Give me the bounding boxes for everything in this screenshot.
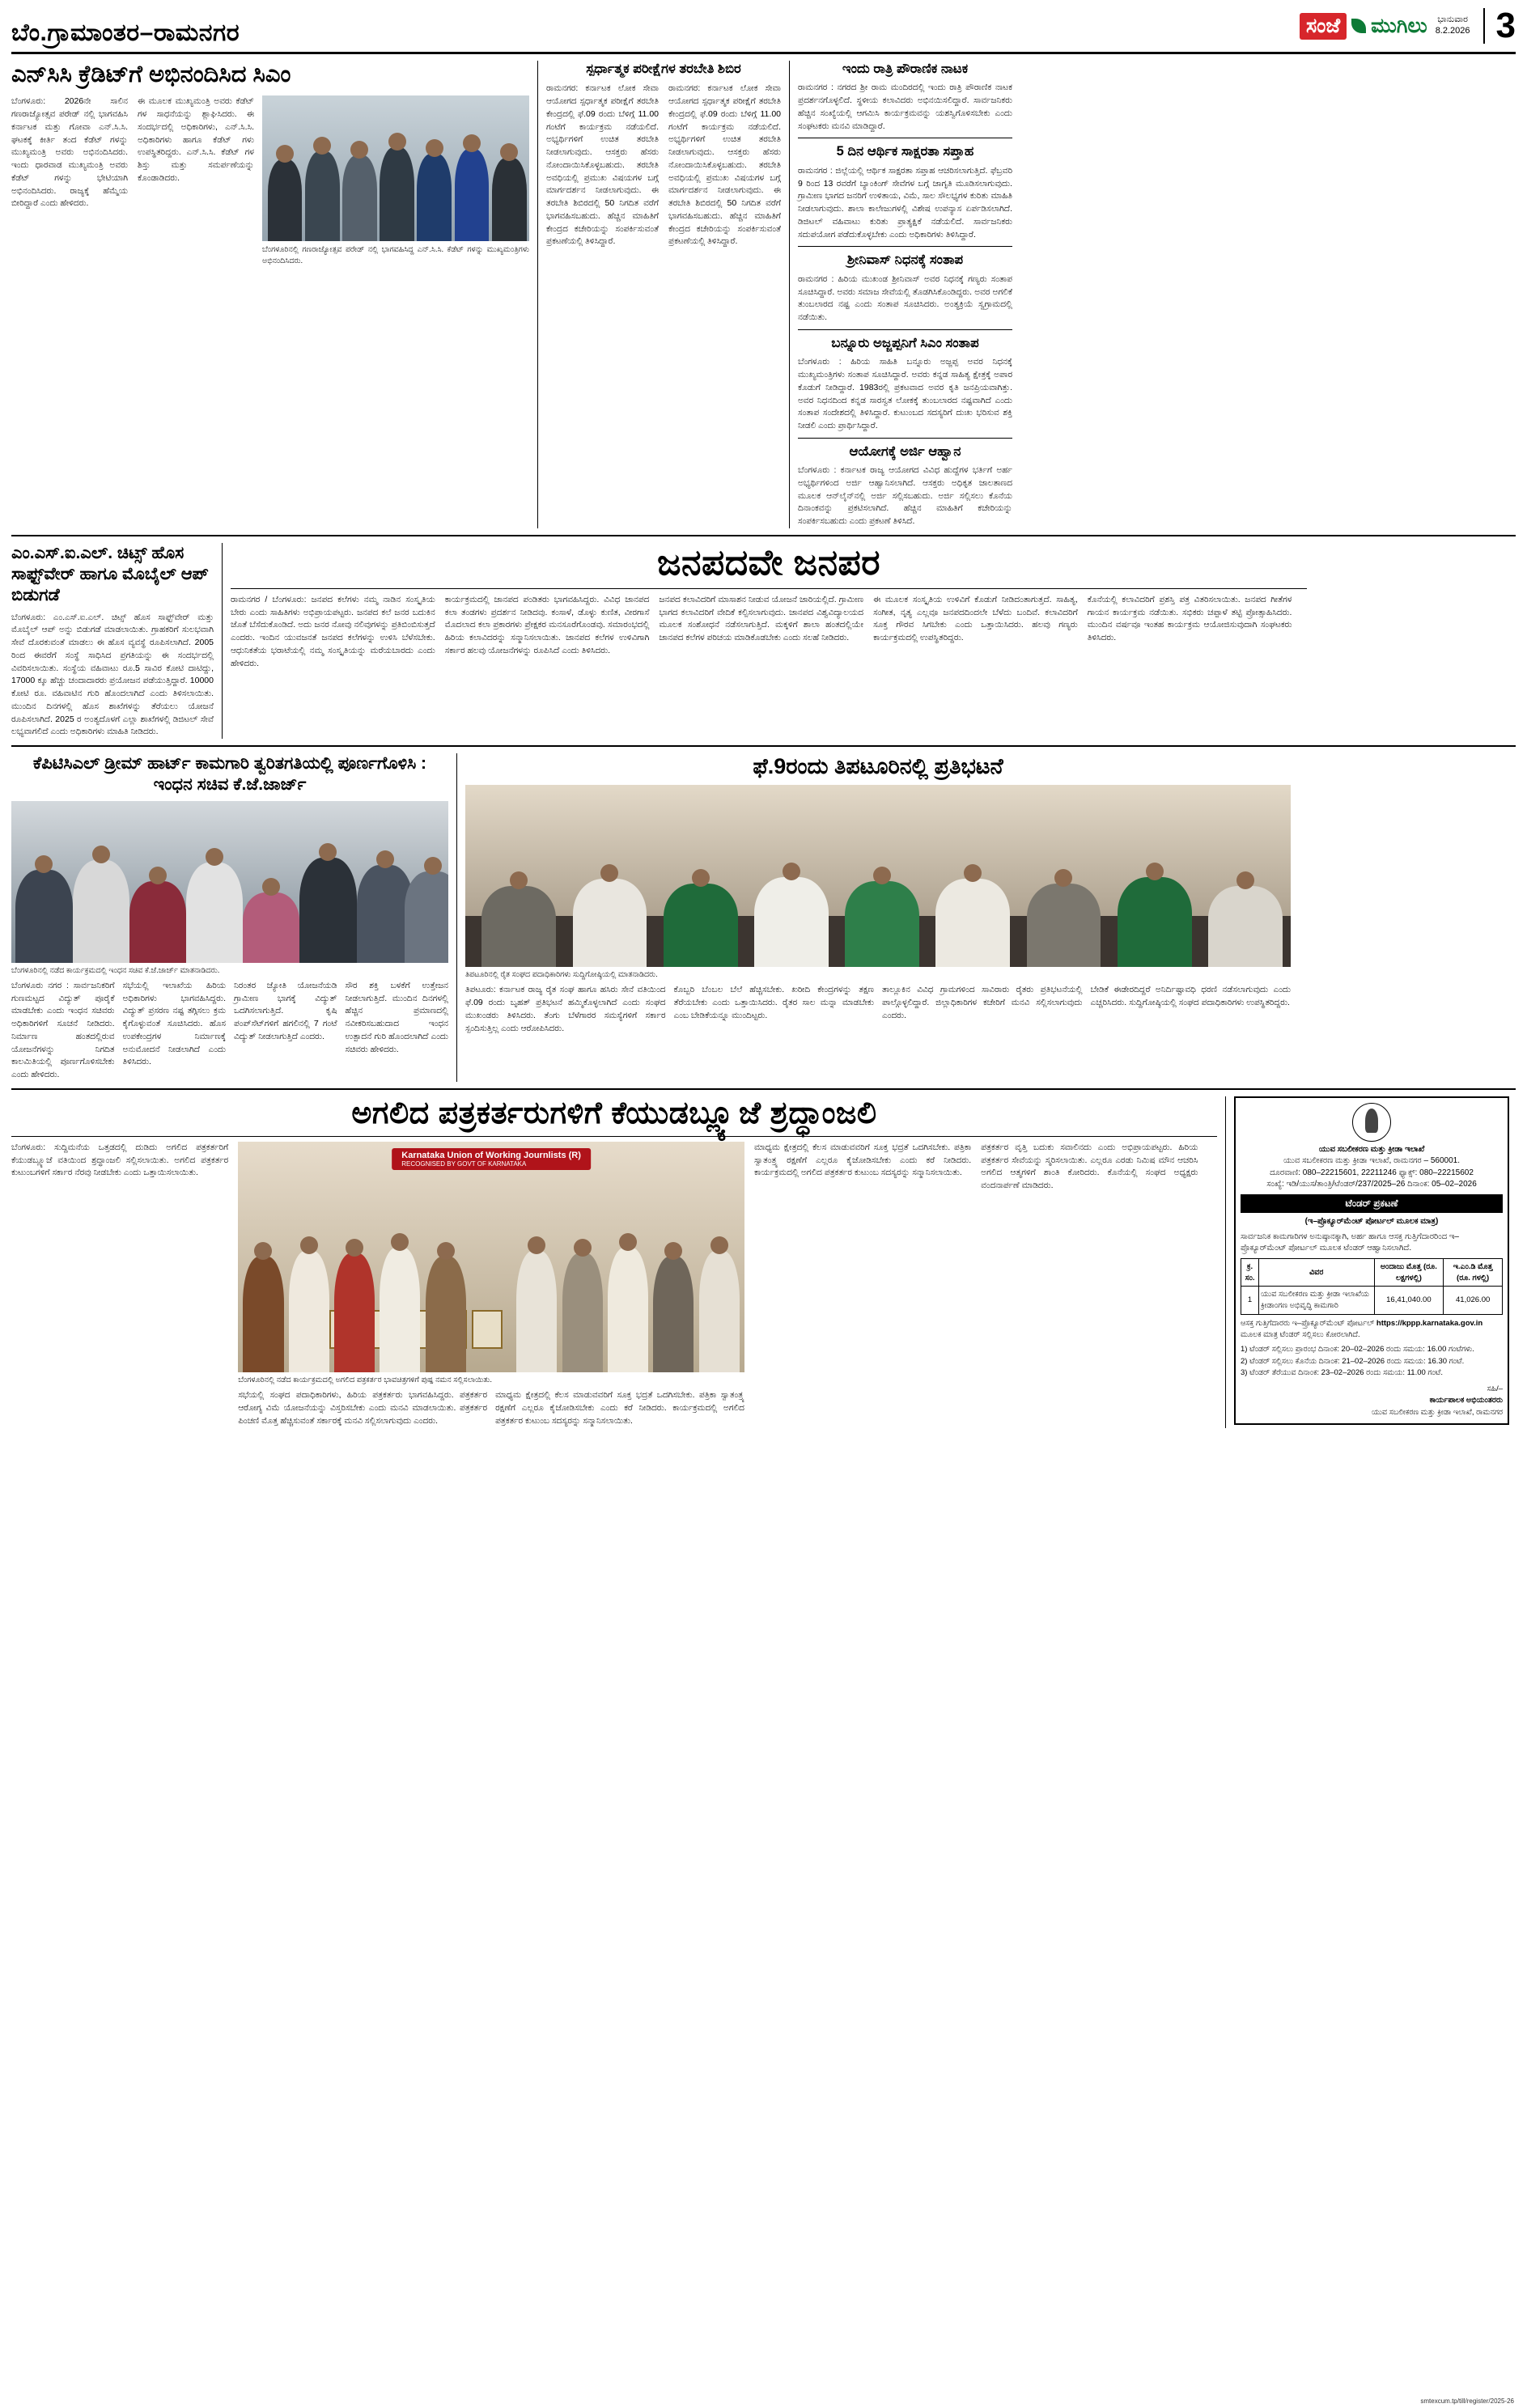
story-ncc-body: ಬೆಂಗಳೂರು: 2026ನೇ ಸಾಲಿನ ಗಣರಾಜ್ಯೋತ್ಸವ ಪರೇಡ್ ನಲ್ಲಿ ಭಾಗವಹಿಸಿ ಕರ್ನಾಟಕ ಮತ್ತು ಗೋವಾ ಎನ್.ಸಿ.ಸಿ. ಘಟಕಕ್ಕೆ ಕೀರ್ತಿ ತಂದ ಕೆಡೆಟ್ ಗಳನ್ನು ಮುಖ್ಯಮಂತ್ರಿ ಅವರು ಅಭಿನಂದಿಸಿದರು. ಇಂದು ಧಾರವಾಡ ಮುಖ್ಯಮಂತ್ರಿ ಅವರು ಕೆಡೆಟ್ ಗಳನ್ನು ಭೇಟಿಯಾಗಿ ಅಭಿನಂದಿಸಿದರು. ರಾಜ್ಯಕ್ಕೆ ಹೆಮ್ಮೆಯ ಬೀರಿದ್ದಾರೆ ಎಂದು ಹೇಳಿದರು. ಈ ಮೂಲಕ ಮುಖ್ಯಮಂತ್ರಿ ಅವರು ಕೆಡೆಟ್ ಗಳ ಸಾಧನೆಯನ್ನು ಶ್ಲಾಘಿಸಿದರು. ಈ ಸಂದರ್ಭದಲ್ಲಿ ಅಧಿಕಾರಿಗಳು, ಎನ್.ಸಿ.ಸಿ. ಅಧಿಕಾರಿಗಳು ಹಾಗೂ ಕೆಡೆಟ್ ಗಳು ಉಪಸ್ಥಿತರಿದ್ದರು. ಎನ್.ಸಿ.ಸಿ. ಕೆಡೆಟ್ ಗಳ ಶಿಸ್ತು ಮತ್ತು ಸಮರ್ಪಣೆಯನ್ನು ಕೊಂಡಾಡಿದರು. <box>11 96 254 209</box>
masthead <box>11 8 1516 54</box>
tender-note-3: 3) ಟೆಂಡರ್ ತೆರೆಯುವ ದಿನಾಂಕ: 23–02–2026 ರಂದು ಸಮಯ: 11.00 ಗಂಟೆ. <box>1241 1367 1444 1377</box>
tender-cell-amount: 16,41,040.00 <box>1374 1287 1444 1315</box>
tender-advertisement <box>1234 1096 1509 1428</box>
story-journalists-c2b: ಸಭೆಯಲ್ಲಿ ಸಂಘದ ಪದಾಧಿಕಾರಿಗಳು, ಹಿರಿಯ ಪತ್ರಕರ್ತರು ಭಾಗವಹಿಸಿದ್ದರು. ಪತ್ರಕರ್ತರ ಆರೋಗ್ಯ ವಿಮೆ ಯೋಜನೆಯನ್ನು ವಿಸ್ತರಿಸಬೇಕು ಎಂದು ಮನವಿ ಮಾಡಲಾಯಿತು. ಪತ್ರಕರ್ತರ ಪಿಂಚಣಿ ಮೊತ್ತ ಹೆಚ್ಚಿಸುವಂತೆ ಸರ್ಕಾರಕ್ಕೆ ಮನವಿ ಸಲ್ಲಿಸಲಾಗುವುದು ಎಂದರು. <box>238 1390 488 1426</box>
right-item5-body: ಬೆಂಗಳೂರು : ಕರ್ನಾಟಕ ರಾಜ್ಯ ಆಯೋಗದ ವಿವಿಧ ಹುದ್ದೆಗಳ ಭರ್ತಿಗೆ ಅರ್ಹ ಅಭ್ಯರ್ಥಿಗಳಿಂದ ಅರ್ಜಿ ಆಹ್ವಾನಿಸಲಾಗಿದೆ. ಆಸಕ್ತರು ಅಧಿಕೃತ ಜಾಲತಾಣದ ಮೂಲಕ ಆನ್‌ಲೈನ್‌ನಲ್ಲಿ ಅರ್ಜಿ ಸಲ್ಲಿಸಬಹುದು. ಅರ್ಜಿ ಸಲ್ಲಿಸಲು ಕೊನೆಯ ದಿನಾಂಕವನ್ನು ಪ್ರಕಟಿಸಲಾಗಿದೆ. ಹೆಚ್ಚಿನ ಮಾಹಿತಿಗೆ ಕಚೇರಿಯನ್ನು ಸಂಪರ್ಕಿಸಬಹುದು ಎಂದು ಪ್ರಕಟಣೆ ತಿಳಿಸಿದೆ. <box>798 465 1012 527</box>
tender-notes <box>1241 1344 1503 1379</box>
tender-col-sl: ಕ್ರ. ಸಂ. <box>1241 1258 1259 1287</box>
tender-table-header <box>1241 1258 1503 1287</box>
bottom-band <box>11 1096 1516 1428</box>
tender-ref: ಸಂಖ್ಯೆ: ಇಡಿ/ಯುಸ/ತಾಂತ್ರಿ/ಟೆಂಡರ್/237/2025–26 ದಿನಾಂಕ: 05–02–2026 <box>1266 1180 1477 1189</box>
table-row <box>1241 1287 1503 1315</box>
right-item1-body: ರಾಮನಗರ : ನಗರದ ಶ್ರೀ ರಾಮ ಮಂದಿರದಲ್ಲಿ ಇಂದು ರಾತ್ರಿ ಪೌರಾಣಿಕ ನಾಟಕ ಪ್ರದರ್ಶನಗೊಳ್ಳಲಿದೆ. ಸ್ಥಳೀಯ ಕಲಾವಿದರು ಅಭಿನಯಿಸಲಿದ್ದಾರೆ. ಸಾರ್ವಜನಿಕರು ಹೆಚ್ಚಿನ ಸಂಖ್ಯೆಯಲ್ಲಿ ಆಗಮಿಸಿ ಕಾರ್ಯಕ್ರಮವನ್ನು ಯಶಸ್ವಿಗೊಳಿಸಬೇಕು ಎಂದು ಸಂಘಟಕರು ಮನವಿ ಮಾಡಿದ್ದಾರೆ. <box>798 83 1012 131</box>
story-protest-headline: ಫೆ.9ರಂದು ತಿಪಟೂರಿನಲ್ಲಿ ಪ್ರತಿಭಟನೆ <box>753 754 1003 779</box>
right-item3-headline: ಶ್ರೀನಿವಾಸ್ ನಿಧನಕ್ಕೆ ಸಂತಾಪ <box>846 252 964 268</box>
story-journalists-caption: ಬೆಂಗಳೂರಿನಲ್ಲಿ ನಡೆದ ಕಾರ್ಯಕ್ರಮದಲ್ಲಿ ಅಗಲಿದ ಪತ್ರಕರ್ತರ ಭಾವಚಿತ್ರಗಳಿಗೆ ಪುಷ್ಪ ನಮನ ಸಲ್ಲಿಸಲಾಯಿತು. <box>238 1375 492 1384</box>
edition-title: ಬೆಂ.ಗ್ರಾಮಾಂತರ–ರಾಮನಗರ <box>11 19 240 46</box>
tender-intro: ಸಾರ್ವಜನಿಕ ಕಾಮಗಾರಿಗಳ ಅನುಷ್ಠಾನಕ್ಕಾಗಿ, ಅರ್ಹ ಹಾಗೂ ಆಸಕ್ತ ಗುತ್ತಿಗೆದಾರರಿಂದ ಇ–ಪ್ರೊಕ್ಯೂರ್‌ಮೆಂಟ್ ಪೋರ್ಟಲ್ ಮೂಲಕ ಟೆಂಡರ್ ಆಹ್ವಾನಿಸಲಾಗಿದೆ. <box>1241 1232 1459 1253</box>
right-item3-body: ರಾಮನಗರ : ಹಿರಿಯ ಮುಖಂಡ ಶ್ರೀನಿವಾಸ್ ಅವರ ನಿಧನಕ್ಕೆ ಗಣ್ಯರು ಸಂತಾಪ ಸೂಚಿಸಿದ್ದಾರೆ. ಅವರು ಸಮಾಜ ಸೇವೆಯಲ್ಲಿ ತೊಡಗಿಸಿಕೊಂಡಿದ್ದರು. ಅವರ ಅಗಲಿಕೆ ತುಂಬಲಾರದ ನಷ್ಟ ಎಂದು ಸಂತಾಪ ಸೂಚಿಸಿದರು. ಅಂತ್ಯಕ್ರಿಯೆ ಸ್ವಗ್ರಾಮದಲ್ಲಿ ನಡೆಯಿತು. <box>798 273 1012 323</box>
story-exam-body: ರಾಮನಗರ: ಕರ್ನಾಟಕ ಲೋಕ ಸೇವಾ ಆಯೋಗದ ಸ್ಪರ್ಧಾತ್ಮಕ ಪರೀಕ್ಷೆಗೆ ತರಬೇತಿ ಕೇಂದ್ರದಲ್ಲಿ ಫೆ.09 ರಂದು ಬೆಳಿಗ್ಗೆ 11.00 ಗಂಟೆಗೆ ಕಾರ್ಯಕ್ರಮ ನಡೆಯಲಿದೆ. ಅಭ್ಯರ್ಥಿಗಳಿಗೆ ಉಚಿತ ತರಬೇತಿ ನೀಡಲಾಗುವುದು. ಆಸಕ್ತರು ಹೆಸರು ನೋಂದಾಯಿಸಿಕೊಳ್ಳಬಹುದು. ತರಬೇತಿ ಅವಧಿಯಲ್ಲಿ ಪ್ರಮುಖ ವಿಷಯಗಳ ಬಗ್ಗೆ ಮಾರ್ಗದರ್ಶನ ನೀಡಲಾಗುವುದು. ಈ ತರಬೇತಿ ಶಿಬಿರದಲ್ಲಿ 50 ನಿಗದಿತ ವರೆಗೆ ಭಾಗವಹಿಸಬಹುದು. ಹೆಚ್ಚಿನ ಮಾಹಿತಿಗೆ ಕೇಂದ್ರದ ಕಚೇರಿಯನ್ನು ಸಂಪರ್ಕಿಸುವಂತೆ ಪ್ರಕಟಣೆಯಲ್ಲಿ ತಿಳಿಸಿದ್ದಾರೆ. ರಾಮನಗರ: ಕರ್ನಾಟಕ ಲೋಕ ಸೇವಾ ಆಯೋಗದ ಸ್ಪರ್ಧಾತ್ಮಕ ಪರೀಕ್ಷೆಗೆ ತರಬೇತಿ ಕೇಂದ್ರದಲ್ಲಿ ಫೆ.09 ರಂದು ಬೆಳಿಗ್ಗೆ 11.00 ಗಂಟೆಗೆ ಕಾರ್ಯಕ್ರಮ ನಡೆಯಲಿದೆ. ಅಭ್ಯರ್ಥಿಗಳಿಗೆ ಉಚಿತ ತರಬೇತಿ ನೀಡಲಾಗುವುದು. ಆಸಕ್ತರು ಹೆಸರು ನೋಂದಾಯಿಸಿಕೊಳ್ಳಬಹುದು. ತರಬೇತಿ ಅವಧಿಯಲ್ಲಿ ಪ್ರಮುಖ ವಿಷಯಗಳ ಬಗ್ಗೆ ಮಾರ್ಗದರ್ಶನ ನೀಡಲಾಗುವುದು. ಈ ತರಬೇತಿ ಶಿಬಿರದಲ್ಲಿ 50 ನಿಗದಿತ ವರೆಗೆ ಭಾಗವಹಿಸಬಹುದು. ಹೆಚ್ಚಿನ ಮಾಹಿತಿಗೆ ಕೇಂದ್ರದ ಕಚೇರಿಯನ್ನು ಸಂಪರ್ಕಿಸುವಂತೆ ಪ್ರಕಟಣೆಯಲ್ಲಿ ತಿಳಿಸಿದ್ದಾರೆ. <box>546 83 781 247</box>
story-ncc-photo <box>262 95 529 241</box>
tender-cell-sl: 1 <box>1241 1287 1259 1315</box>
right-item4-headline: ಬನ್ನೂರು ಅಜ್ಜಪ್ಪನಿಗೆ ಸಿಎಂ ಸಂತಾಪ <box>831 335 979 350</box>
story-janapada-headline: ಜನಪದವೇ ಜನಪರ <box>656 542 881 583</box>
story-journalists-headline: ಅಗಲಿದ ಪತ್ರಕರ್ತರುಗಳಿಗೆ ಕೆಯುಡಬ್ಲ್ಯೂಜೆ ಶ್ರದ್ಧಾಂಜಲಿ <box>351 1096 877 1130</box>
tender-col-amount: ಅಂದಾಜು ಮೊತ್ತ (ರೂ. ಲಕ್ಷಗಳಲ್ಲಿ) <box>1374 1258 1444 1287</box>
logo-red-text: ಸಂಜೆ <box>1300 13 1347 40</box>
story-journalists-photo <box>238 1142 744 1372</box>
tender-note-1: 1) ಟೆಂಡರ್ ಸಲ್ಲಿಸಲು ಪ್ರಾರಂಭ ದಿನಾಂಕ: 20–02–2026 ರಂದು ಸಮಯ: 16.00 ಗಂಟೆಗಳು. <box>1241 1345 1474 1354</box>
government-emblem-icon <box>1352 1103 1391 1142</box>
story-exam-headline: ಸ್ಪರ್ಧಾತ್ಮಕ ಪರೀಕ್ಷೆಗಳ ತರಬೇತಿ ಶಿಬಿರ <box>586 61 741 76</box>
story-journalists <box>11 1096 1217 1428</box>
tender-phone: ದೂರವಾಣಿ: 080–22215601, 22211246 ಫ್ಯಾಕ್ಸ್: 080–22215602 <box>1270 1168 1474 1177</box>
janapada-band <box>11 543 1516 739</box>
story-msil-body: ಬೆಂಗಳೂರು: ಎಂ.ಎಸ್.ಐ.ಎಲ್. ಚಿಟ್ಸ್‌ ಹೊಸ ಸಾಫ್ಟ್‌ವೇರ್ ಮತ್ತು ಮೊಬೈಲ್ ಆಪ್ ಅನ್ನು ಬಿಡುಗಡೆ ಮಾಡಲಾಯಿತು. ಗ್ರಾಹಕರಿಗೆ ಸುಲಭವಾಗಿ ಸೇವೆ ದೊರಕುವಂತೆ ಮಾಡಲು ಈ ಹೊಸ ವ್ಯವಸ್ಥೆ ರೂಪಿಸಲಾಗಿದೆ. 2005 ರಿಂದ ಈವರೆಗೆ ಸಂಸ್ಥೆ ಸಾಧಿಸಿದ ಪ್ರಗತಿಯನ್ನು ಈ ಸಂದರ್ಭದಲ್ಲಿ ವಿವರಿಸಲಾಯಿತು. ಸಂಸ್ಥೆಯ ವಹಿವಾಟು ರೂ.5 ಸಾವಿರ ಕೋಟಿ ದಾಟಿದ್ದು, 17000 ಕ್ಕೂ ಹೆಚ್ಚು ಚಂದಾದಾರರು ಪ್ರಯೋಜನ ಪಡೆಯುತ್ತಿದ್ದಾರೆ. 10000 ಕೋಟಿ ರೂ. ವಹಿವಾಟಿನ ಗುರಿ ಹೊಂದಲಾಗಿದೆ ಎಂದು ತಿಳಿಸಲಾಯಿತು. ಮುಂದಿನ ದಿನಗಳಲ್ಲಿ ಹೊಸ ಶಾಖೆಗಳನ್ನು ತೆರೆಯಲು ಯೋಜನೆ ರೂಪಿಸಲಾಗಿದೆ. 2025 ರ ಅಂತ್ಯದೊಳಗೆ ಎಲ್ಲಾ ಶಾಖೆಗಳಲ್ಲಿ ಡಿಜಿಟಲ್ ಸೇವೆ ಲಭ್ಯವಾಗಲಿದೆ ಎಂದು ಅಧಿಕಾರಿಗಳು ಮಾಹಿತಿ ನೀಡಿದರು. <box>11 612 214 737</box>
right-item2-body: ರಾಮನಗರ : ಜಿಲ್ಲೆಯಲ್ಲಿ ಆರ್ಥಿಕ ಸಾಕ್ಷರತಾ ಸಪ್ತಾಹ ಆಚರಿಸಲಾಗುತ್ತಿದೆ. ಫೆಬ್ರವರಿ 9 ರಿಂದ 13 ರವರೆಗೆ ಬ್ಯಾಂಕಿಂಗ್ ಸೇವೆಗಳ ಬಗ್ಗೆ ಜಾಗೃತಿ ಮೂಡಿಸಲಾಗುವುದು. ಗ್ರಾಮೀಣ ಭಾಗದ ಜನರಿಗೆ ಉಳಿತಾಯ, ವಿಮೆ, ಸಾಲ ಸೌಲಭ್ಯಗಳ ಕುರಿತು ಮಾಹಿತಿ ನೀಡಲಾಗುವುದು. ಶಾಲಾ ಕಾಲೇಜುಗಳಲ್ಲಿ ವಿಶೇಷ ಉಪನ್ಯಾಸ ಏರ್ಪಡಿಸಲಾಗಿದೆ. ಡಿಜಿಟಲ್ ವಹಿವಾಟು ಕುರಿತು ಪ್ರಾತ್ಯಕ್ಷಿಕೆ ನಡೆಯಲಿದೆ. ಸಾರ್ವಜನಿಕರು ಸದುಪಯೋಗ ಪಡೆದುಕೊಳ್ಳಬೇಕು ಎಂದು ಅಧಿಕಾರಿಗಳು ತಿಳಿಸಿದ್ದಾರೆ. <box>798 165 1012 240</box>
edition-day: ಭಾನುವಾರ <box>1437 15 1468 25</box>
tender-office: ಯುವ ಸಬಲೀಕರಣ ಮತ್ತು ಕ್ರೀಡಾ ಇಲಾಖೆ, ರಾಮನಗರ – 560001. <box>1283 1156 1460 1166</box>
tender-cell-emd: 41,026.00 <box>1444 1287 1503 1315</box>
masthead-right <box>1300 8 1516 44</box>
tender-note-2: 2) ಟೆಂಡರ್ ಸಲ್ಲಿಸಲು ಕೊನೆಯ ದಿನಾಂಕ: 21–02–2026 ರಂದು ಸಮಯ: 16.30 ಗಂಟೆ. <box>1241 1356 1465 1366</box>
story-msil-headline: ಎಂ.ಎಸ್.ಐ.ಎಲ್. ಚಿಟ್ಸ್‌ ಹೊಸ ಸಾಫ್ಟ್‌ವೇರ್ ಹಾಗೂ ಮೊಬೈಲ್ ಆಪ್ ಬಿಡುಗಡೆ <box>11 543 209 605</box>
edition-date: 8.2.2026 <box>1435 26 1470 36</box>
right-column <box>798 61 1012 528</box>
story-protest-caption: ತಿಪಟೂರಿನಲ್ಲಿ ರೈತ ಸಂಘದ ಪದಾಧಿಕಾರಿಗಳು ಸುದ್ದಿಗೋಷ್ಠಿಯಲ್ಲಿ ಮಾತನಾಡಿದರು. <box>465 970 658 980</box>
print-credit: smtexcum.tp/till/register/2025-26 <box>1420 2397 1514 2405</box>
tender-org: ಯುವ ಸಬಲೀಕರಣ ಮತ್ತು ಕ್ರೀಡಾ ಇಲಾಖೆ <box>1318 1144 1425 1154</box>
edition-info <box>1436 15 1470 37</box>
leaf-icon <box>1351 19 1366 33</box>
right-item5-headline: ಆಯೋಗಕ್ಕೆ ಅರ್ಜಿ ಆಹ್ವಾನ <box>849 443 961 459</box>
tender-cell-desc: ಯುವ ಸಬಲೀಕರಣ ಮತ್ತು ಕ್ರೀಡಾ ಇಲಾಖೆಯ ಕ್ರೀಡಾಂಗಣ ಅಭಿವೃದ್ಧಿ ಕಾಮಗಾರಿ <box>1259 1287 1374 1315</box>
page-number: 3 <box>1483 8 1516 44</box>
story-msil <box>11 543 214 739</box>
story-journalists-c3b: ಮಾಧ್ಯಮ ಕ್ಷೇತ್ರದಲ್ಲಿ ಕೆಲಸ ಮಾಡುವವರಿಗೆ ಸೂಕ್ತ ಭದ್ರತೆ ಒದಗಿಸಬೇಕು. ಪತ್ರಿಕಾ ಸ್ವಾತಂತ್ರ್ಯ ರಕ್ಷಣೆಗೆ ಎಲ್ಲರೂ ಕೈಜೋಡಿಸಬೇಕು ಎಂದು ಕರೆ ನೀಡಿದರು. ಕಾರ್ಯಕ್ರಮದಲ್ಲಿ ಅಗಲಿದ ಪತ್ರಕರ್ತರ ಕುಟುಂಬ ಸದಸ್ಯರನ್ನು ಸನ್ಮಾನಿಸಲಾಯಿತು. <box>495 1390 744 1426</box>
tender-subtitle: (ಇ–ಪ್ರೊಕ್ಯೂರ್‌ಮೆಂಟ್ ಪೋರ್ಟಲ್ ಮೂಲಕ ಮಾತ್ರ) <box>1304 1217 1439 1227</box>
story-journalists-c1: ಬೆಂಗಳೂರು: ಸುದ್ದಿಮನೆಯ ಒತ್ತಡದಲ್ಲಿ ದುಡಿದು ಅಗಲಿದ ಪತ್ರಕರ್ತರಿಗೆ ಕೆಯುಡಬ್ಲ್ಯೂಜೆ ವತಿಯಿಂದ ಶ್ರದ್ಧಾಂಜಲಿ ಸಲ್ಲಿಸಲಾಯಿತು. ಅಗಲಿದ ಪತ್ರಕರ್ತರ ಕುಟುಂಬಗಳಿಗೆ ಸರ್ಕಾರ ನೆರವು ನೀಡಬೇಕು ಎಂದು ಒತ್ತಾಯಿಸಲಾಯಿತು. <box>11 1142 229 1178</box>
story-protest-photo <box>465 785 1291 967</box>
story-protest-body: ತಿಪಟೂರು: ಕರ್ನಾಟಕ ರಾಜ್ಯ ರೈತ ಸಂಘ ಹಾಗೂ ಹಸಿರು ಸೇನೆ ವತಿಯಿಂದ ಫೆ.09 ರಂದು ಬೃಹತ್ ಪ್ರತಿಭಟನೆ ಹಮ್ಮಿಕೊಳ್ಳಲಾಗಿದೆ ಎಂದು ಸಂಘದ ಮುಖಂಡರು ತಿಳಿಸಿದರು. ತೆಂಗು ಬೆಳೆಗಾರರ ಸಮಸ್ಯೆಗಳಿಗೆ ಸರ್ಕಾರ ಸ್ಪಂದಿಸುತ್ತಿಲ್ಲ ಎಂದು ಆರೋಪಿಸಿದರು. ಕೊಬ್ಬರಿ ಬೆಂಬಲ ಬೆಲೆ ಹೆಚ್ಚಿಸಬೇಕು. ಖರೀದಿ ಕೇಂದ್ರಗಳನ್ನು ತಕ್ಷಣ ತೆರೆಯಬೇಕು ಎಂದು ಒತ್ತಾಯಿಸಿದರು. ರೈತರ ಸಾಲ ಮನ್ನಾ ಮಾಡಬೇಕು ಎಂಬ ಬೇಡಿಕೆಯನ್ನೂ ಮುಂದಿಟ್ಟರು. ತಾಲ್ಲೂಕಿನ ವಿವಿಧ ಗ್ರಾಮಗಳಿಂದ ಸಾವಿರಾರು ರೈತರು ಪ್ರತಿಭಟನೆಯಲ್ಲಿ ಪಾಲ್ಗೊಳ್ಳಲಿದ್ದಾರೆ. ಜಿಲ್ಲಾಧಿಕಾರಿಗಳ ಕಚೇರಿಗೆ ಮನವಿ ಸಲ್ಲಿಸಲಾಗುವುದು ಎಂದರು. ಬೇಡಿಕೆ ಈಡೇರದಿದ್ದರೆ ಅನಿರ್ದಿಷ್ಟಾವಧಿ ಧರಣಿ ನಡೆಸಲಾಗುವುದು ಎಂದು ಎಚ್ಚರಿಸಿದರು. ಸುದ್ದಿಗೋಷ್ಠಿಯಲ್ಲಿ ಸಂಘದ ಪದಾಧಿಕಾರಿಗಳು ಉಪಸ್ಥಿತರಿದ್ದರು. <box>465 985 1291 1033</box>
story-ncc-caption: ಬೆಂಗಳೂರಿನಲ್ಲಿ ಗಣರಾಜ್ಯೋತ್ಸವ ಪರೇಡ್ ನಲ್ಲಿ ಭಾಗವಹಿಸಿದ್ದ ಎನ್.ಸಿ.ಸಿ. ಕೆಡೆಟ್ ಗಳನ್ನು ಮುಖ್ಯಮಂತ್ರಿಗಳು ಅಭಿನಂದಿಸಿದರು. <box>262 245 529 265</box>
story-janapada <box>231 543 1307 739</box>
right-item1-headline: ಇಂದು ರಾತ್ರಿ ಪೌರಾಣಿಕ ನಾಟಕ <box>842 61 969 76</box>
tender-col-desc: ವಿವರ <box>1259 1258 1374 1287</box>
story-kptcl-body: ಬೆಂಗಳೂರು ನಗರ : ಸಾರ್ವಜನಿಕರಿಗೆ ಗುಣಮಟ್ಟದ ವಿದ್ಯುತ್ ಪೂರೈಕೆ ಮಾಡಬೇಕು ಎಂದು ಇಂಧನ ಸಚಿವರು ಅಧಿಕಾರಿಗಳಿಗೆ ಸೂಚನೆ ನೀಡಿದರು. ನಿರ್ಮಾಣ ಹಂತದಲ್ಲಿರುವ ಯೋಜನೆಗಳನ್ನು ನಿಗದಿತ ಕಾಲಮಿತಿಯಲ್ಲಿ ಪೂರ್ಣಗೊಳಿಸಬೇಕು ಎಂದು ಹೇಳಿದರು. ಸಭೆಯಲ್ಲಿ ಇಲಾಖೆಯ ಹಿರಿಯ ಅಧಿಕಾರಿಗಳು ಭಾಗವಹಿಸಿದ್ದರು. ವಿದ್ಯುತ್ ಪ್ರಸರಣ ನಷ್ಟ ತಗ್ಗಿಸಲು ಕ್ರಮ ಕೈಗೊಳ್ಳುವಂತೆ ಸೂಚಿಸಿದರು. ಹೊಸ ಉಪಕೇಂದ್ರಗಳ ನಿರ್ಮಾಣಕ್ಕೆ ಅನುಮೋದನೆ ನೀಡಲಾಗಿದೆ ಎಂದು ತಿಳಿಸಿದರು. ನಿರಂತರ ಜ್ಯೋತಿ ಯೋಜನೆಯಡಿ ಗ್ರಾಮೀಣ ಭಾಗಕ್ಕೆ ವಿದ್ಯುತ್ ಒದಗಿಸಲಾಗುತ್ತಿದೆ. ಕೃಷಿ ಪಂಪ್‌ಸೆಟ್‌ಗಳಿಗೆ ಹಗಲಿನಲ್ಲಿ 7 ಗಂಟೆ ವಿದ್ಯುತ್ ನೀಡಲಾಗುತ್ತಿದೆ ಎಂದರು. ಸೌರ ಶಕ್ತಿ ಬಳಕೆಗೆ ಉತ್ತೇಜನ ನೀಡಲಾಗುತ್ತಿದೆ. ಮುಂದಿನ ದಿನಗಳಲ್ಲಿ ಹೆಚ್ಚಿನ ಪ್ರಮಾಣದಲ್ಲಿ ನವೀಕರಿಸಬಹುದಾದ ಇಂಧನ ಉತ್ಪಾದನೆ ಗುರಿ ಹೊಂದಲಾಗಿದೆ ಎಂದು ಸಚಿವರು ಹೇಳಿದರು. <box>11 980 448 1080</box>
story-kptcl-photo <box>11 801 448 963</box>
story-kptcl-caption: ಬೆಂಗಳೂರಿನಲ್ಲಿ ನಡೆದ ಕಾರ್ಯಕ್ರಮದಲ್ಲಿ ಇಂಧನ ಸಚಿವ ಕೆ.ಜೆ.ಜಾರ್ಜ್ ಮಾತನಾಡಿದರು. <box>11 965 220 975</box>
tender-website-tail: ಮೂಲಕ ಮಾತ್ರ ಟೆಂಡರ್ ಸಲ್ಲಿಸಲು ಕೋರಲಾಗಿದೆ. <box>1241 1330 1360 1340</box>
logo-green-text: ಮುಗಿಲು <box>1371 14 1427 37</box>
top-band <box>11 61 1516 528</box>
story-kptcl-headline: ಕೆಪಿಟಿಸಿಎಲ್ ಡ್ರೀಮ್ ಹಾರ್ಟ್ ಕಾಮಗಾರಿ ತ್ವರಿತಗತಿಯಲ್ಲಿ ಪೂರ್ಣಗೊಳಿಸಿ : ಇಂಧನ ಸಚಿವ ಕೆ.ಜೆ.ಜಾರ್ಜ್ <box>32 754 427 795</box>
story-janapada-body: ರಾಮನಗರ / ಬೆಂಗಳೂರು: ಜನಪದ ಕಲೆಗಳು ನಮ್ಮ ನಾಡಿನ ಸಂಸ್ಕೃತಿಯ ಬೇರು ಎಂದು ಸಾಹಿತಿಗಳು ಅಭಿಪ್ರಾಯಪಟ್ಟರು. ಜನಪದ ಕಲೆ ಜನರ ಬದುಕಿನ ಜೊತೆ ಬೆಸೆದುಕೊಂಡಿದೆ. ಅದು ಜನರ ನೋವು ನಲಿವುಗಳನ್ನು ಪ್ರತಿಬಿಂಬಿಸುತ್ತದೆ ಎಂದರು. ಇಂದಿನ ಯುವಜನತೆ ಜನಪದ ಕಲೆಗಳನ್ನು ಉಳಿಸಿ ಬೆಳೆಸಬೇಕು. ಆಧುನಿಕತೆಯ ಭರಾಟೆಯಲ್ಲಿ ನಮ್ಮ ಸಂಸ್ಕೃತಿಯನ್ನು ಮರೆಯಬಾರದು ಎಂದು ಹೇಳಿದರು. ಕಾರ್ಯಕ್ರಮದಲ್ಲಿ ಜಾನಪದ ಪಂಡಿತರು ಭಾಗವಹಿಸಿದ್ದರು. ವಿವಿಧ ಜಾನಪದ ಕಲಾ ತಂಡಗಳು ಪ್ರದರ್ಶನ ನೀಡಿದವು. ಕಂಸಾಳೆ, ಡೊಳ್ಳು ಕುಣಿತ, ವೀರಗಾಸೆ ಮೊದಲಾದ ಕಲಾ ಪ್ರಕಾರಗಳು ಪ್ರೇಕ್ಷಕರ ಮನಸೂರೆಗೊಂಡವು. ಸಮಾರಂಭದಲ್ಲಿ ಹಿರಿಯ ಕಲಾವಿದರನ್ನು ಸನ್ಮಾನಿಸಲಾಯಿತು. ಜಾನಪದ ಕಲೆಗಳ ಉಳಿವಿಗಾಗಿ ಸರ್ಕಾರ ಹಲವು ಯೋಜನೆಗಳನ್ನು ರೂಪಿಸಿದೆ ಎಂದು ತಿಳಿಸಿದರು. ಜನಪದ ಕಲಾವಿದರಿಗೆ ಮಾಸಾಶನ ನೀಡುವ ಯೋಜನೆ ಜಾರಿಯಲ್ಲಿದೆ. ಗ್ರಾಮೀಣ ಭಾಗದ ಕಲಾವಿದರಿಗೆ ವೇದಿಕೆ ಕಲ್ಪಿಸಲಾಗುವುದು. ಜಾನಪದ ವಿಶ್ವವಿದ್ಯಾಲಯದ ಮೂಲಕ ಸಂಶೋಧನೆ ನಡೆಸಲಾಗುತ್ತಿದೆ. ಮಕ್ಕಳಿಗೆ ಶಾಲಾ ಹಂತದಲ್ಲಿಯೇ ಜಾನಪದ ಕಲೆಗಳ ಪರಿಚಯ ಮಾಡಿಕೊಡಬೇಕು ಎಂದು ಸಲಹೆ ನೀಡಿದರು. ಈ ಮೂಲಕ ಸಂಸ್ಕೃತಿಯ ಉಳಿವಿಗೆ ಕೊಡುಗೆ ನೀಡಿದಂತಾಗುತ್ತದೆ. ಸಾಹಿತ್ಯ, ಸಂಗೀತ, ನೃತ್ಯ ಎಲ್ಲವೂ ಜನಪದದಿಂದಲೇ ಬೆಳೆದು ಬಂದಿವೆ. ಕಲಾವಿದರಿಗೆ ಸೂಕ್ತ ಗೌರವ ಸಿಗಬೇಕು ಎಂದು ಒತ್ತಾಯಿಸಿದರು. ಹಲವು ಗಣ್ಯರು ಕಾರ್ಯಕ್ರಮದಲ್ಲಿ ಉಪಸ್ಥಿತರಿದ್ದರು. ಕೊನೆಯಲ್ಲಿ ಕಲಾವಿದರಿಗೆ ಪ್ರಶಸ್ತಿ ಪತ್ರ ವಿತರಿಸಲಾಯಿತು. ಜನಪದ ಗೀತೆಗಳ ಗಾಯನ ಕಾರ್ಯಕ್ರಮ ನಡೆಯಿತು. ಸಭಿಕರು ಚಪ್ಪಾಳೆ ತಟ್ಟಿ ಪ್ರೋತ್ಸಾಹಿಸಿದರು. ಮುಂದಿನ ವರ್ಷವೂ ಇಂತಹ ಕಾರ್ಯಕ್ರಮ ಆಯೋಜಿಸುವುದಾಗಿ ಸಂಘಟಕರು ತಿಳಿಸಿದರು. <box>231 594 1292 668</box>
right-item4-body: ಬೆಂಗಳೂರು : ಹಿರಿಯ ಸಾಹಿತಿ ಬನ್ನೂರು ಅಜ್ಜಪ್ಪ ಅವರ ನಿಧನಕ್ಕೆ ಮುಖ್ಯಮಂತ್ರಿಗಳು ಸಂತಾಪ ಸೂಚಿಸಿದ್ದಾರೆ. ಅವರು ಕನ್ನಡ ಸಾಹಿತ್ಯ ಕ್ಷೇತ್ರಕ್ಕೆ ಅಪಾರ ಕೊಡುಗೆ ನೀಡಿದ್ದಾರೆ. 1983ರಲ್ಲಿ ಪ್ರಕಟವಾದ ಅವರ ಕೃತಿ ಜನಪ್ರಿಯವಾಗಿತ್ತು. ಅವರ ನಿಧನದಿಂದ ಕನ್ನಡ ಸಾರಸ್ವತ ಲೋಕಕ್ಕೆ ತುಂಬಲಾರದ ನಷ್ಟವಾಗಿದೆ ಎಂದು ಸಂತಾಪ ಸಂದೇಶದಲ್ಲಿ ತಿಳಿಸಿದ್ದಾರೆ. ಕುಟುಂಬದ ಸದಸ್ಯರಿಗೆ ದುಃಖ ಭರಿಸುವ ಶಕ್ತಿ ನೀಡಲಿ ಎಂದು ಪ್ರಾರ್ಥಿಸಿದ್ದಾರೆ. <box>798 357 1012 430</box>
story-kptcl <box>11 753 448 1082</box>
story-journalists-c4: ಪತ್ರಕರ್ತರ ವೃತ್ತಿ ಬದುಕು ಸವಾಲಿನದು ಎಂದು ಅಭಿಪ್ರಾಯಪಟ್ಟರು. ಹಿರಿಯ ಪತ್ರಕರ್ತರ ಸೇವೆಯನ್ನು ಸ್ಮರಿಸಲಾಯಿತು. ಎಲ್ಲರೂ ಎರಡು ನಿಮಿಷ ಮೌನ ಆಚರಿಸಿ ಅಗಲಿದ ಆತ್ಮಗಳಿಗೆ ಶಾಂತಿ ಕೋರಿದರು. ಕೊನೆಯಲ್ಲಿ ಸಂಘದ ಅಧ್ಯಕ್ಷರು ವಂದನಾರ್ಪಣೆ ಮಾಡಿದರು. <box>981 1142 1198 1191</box>
story-ncc <box>11 61 529 528</box>
story-exam-camp <box>546 61 781 528</box>
tender-col-emd: ಇ.ಎಂ.ಡಿ ಮೊತ್ತ (ರೂ. ಗಳಲ್ಲಿ) <box>1444 1258 1503 1287</box>
event-banner: Karnataka Union of Working Journlists (R) RECOGNISED BY GOVT OF KARNATAKA <box>392 1148 591 1170</box>
story-journalists-c3: ಮಾಧ್ಯಮ ಕ್ಷೇತ್ರದಲ್ಲಿ ಕೆಲಸ ಮಾಡುವವರಿಗೆ ಸೂಕ್ತ ಭದ್ರತೆ ಒದಗಿಸಬೇಕು. ಪತ್ರಿಕಾ ಸ್ವಾತಂತ್ರ್ಯ ರಕ್ಷಣೆಗೆ ಎಲ್ಲರೂ ಕೈಜೋಡಿಸಬೇಕು ಎಂದು ಕರೆ ನೀಡಿದರು. ಕಾರ್ಯಕ್ರಮದಲ್ಲಿ ಅಗಲಿದ ಪತ್ರಕರ್ತರ ಕುಟುಂಬ ಸದಸ್ಯರನ್ನು ಸನ್ಮಾನಿಸಲಾಯಿತು. <box>753 1142 972 1178</box>
tender-website-link[interactable]: https://kppp.karnataka.gov.in <box>1376 1318 1483 1328</box>
tender-website-label: ಆಸಕ್ತ ಗುತ್ತಿಗೆದಾರರು ಇ–ಪ್ರೊಕ್ಯೂರ್‌ಮೆಂಟ್ ಪೋರ್ಟಲ್ <box>1241 1318 1375 1328</box>
story-ncc-headline: ಎನ್‌ಸಿಸಿ ಕ್ರೆಡಿಟ್‌ಗೆ ಅಭಿನಂದಿಸಿದ ಸಿಎಂ <box>11 61 291 87</box>
tender-table <box>1241 1258 1503 1315</box>
story-protest <box>465 753 1291 1082</box>
tender-title: ಟೆಂಡರ್ ಪ್ರಕಟಣೆ <box>1241 1194 1503 1213</box>
tender-signature: ಸಹಿ/– ಕಾರ್ಯಪಾಲಕ ಅಭಿಯಂತರರು ಯುವ ಸಬಲೀಕರಣ ಮತ್ತು ಕ್ರೀಡಾ ಇಲಾಖೆ, ರಾಮನಗರ <box>1371 1384 1503 1417</box>
newspaper-logo <box>1300 13 1427 40</box>
middle-band <box>11 753 1516 1082</box>
right-item2-headline: 5 ದಿನ ಆರ್ಥಿಕ ಸಾಕ್ಷರತಾ ಸಪ್ತಾಹ <box>836 144 974 159</box>
